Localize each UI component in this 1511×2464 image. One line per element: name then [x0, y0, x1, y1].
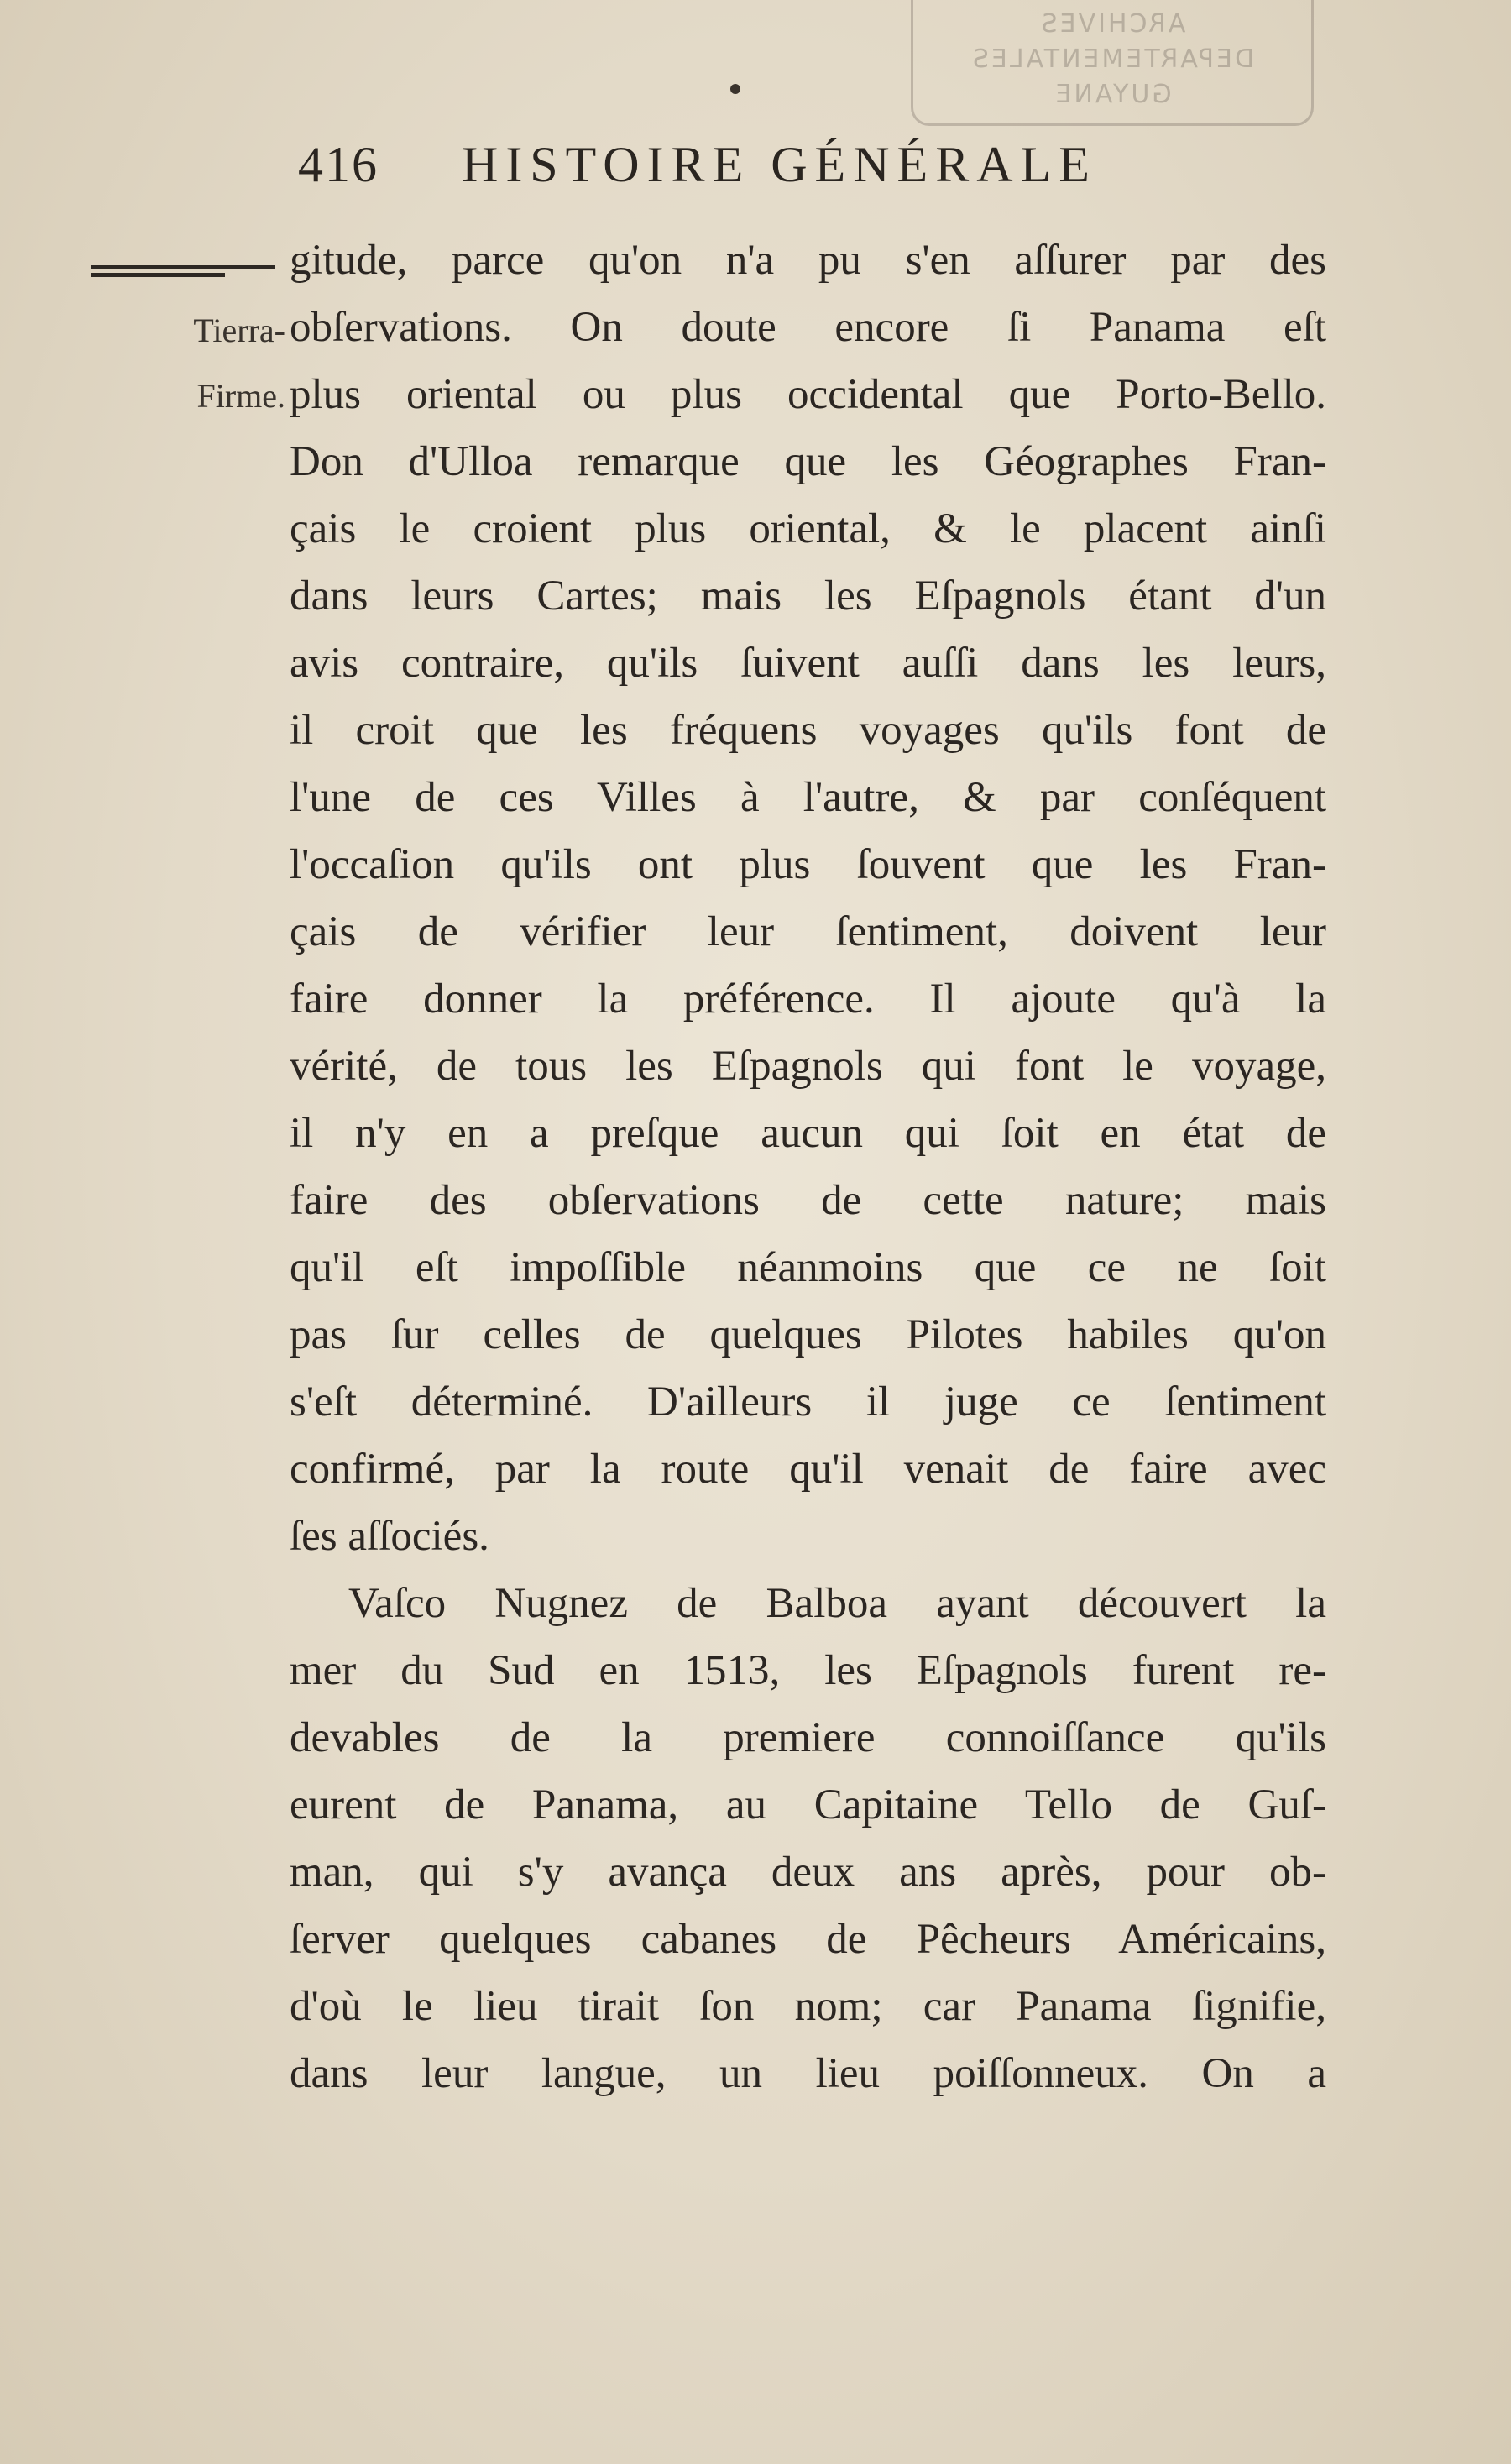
text-line: confirmé, par la route qu'il venait de faire avec: [290, 1446, 1326, 1493]
text-line: obſervations. On doute encore ſi Panama eſt: [290, 304, 1326, 351]
text-line: devables de la premiere connoiſſance qu'ils: [290, 1714, 1326, 1761]
text-line: Don d'Ulloa remarque que les Géographes Fran-: [290, 438, 1326, 485]
text-line: man, qui s'y avança deux ans après, pour ob-: [290, 1849, 1326, 1896]
text-line: çais de vérifier leur ſentiment, doivent leur: [290, 908, 1326, 955]
text-line: il n'y en a preſque aucun qui ſoit en état de: [290, 1110, 1326, 1157]
text-line: plus oriental ou plus occidental que Porto-Bello.: [290, 371, 1326, 418]
text-line: mer du Sud en 1513, les Eſpagnols furent re-: [290, 1647, 1326, 1694]
page-header: [298, 136, 1213, 203]
text-line: Vaſco Nugnez de Balboa ayant découvert la: [348, 1580, 1326, 1627]
text-line: faire des obſervations de cette nature; mais: [290, 1177, 1326, 1224]
text-line: il croit que les fréquens voyages qu'ils font de: [290, 707, 1326, 754]
stamp-line: GUYANE: [1053, 80, 1172, 109]
text-line: vérité, de tous les Eſpagnols qui font le voyage,: [290, 1043, 1326, 1090]
margin-note: [134, 298, 285, 429]
ink-dot: [730, 84, 740, 94]
text-line: gitude, parce qu'on n'a pu s'en aſſurer par des: [290, 237, 1326, 284]
text-line: l'occaſion qu'ils ont plus ſouvent que les Fran-: [290, 841, 1326, 888]
text-line: faire donner la préférence. Il ajoute qu'à la: [290, 976, 1326, 1023]
text-line: çais le croient plus oriental, & le placent ainſi: [290, 505, 1326, 552]
body-text: [290, 227, 1326, 2107]
margin-rule-mark: [91, 264, 275, 282]
margin-note-line: Tierra-: [193, 311, 285, 349]
text-line: dans leurs Cartes; mais les Eſpagnols étant d'un: [290, 573, 1326, 620]
stamp-line: DEPARTEMENTALES: [970, 44, 1255, 74]
text-line: l'une de ces Villes à l'autre, & par conſéquent: [290, 774, 1326, 821]
text-line: dans leur langue, un lieu poiſſonneux. On a: [290, 2050, 1326, 2097]
text-line: ſes aſſociés.: [290, 1513, 489, 1560]
running-title: HISTOIRE GÉNÉRALE: [462, 137, 1097, 192]
text-line: avis contraire, qu'ils ſuivent auſſi dans les leurs,: [290, 640, 1326, 687]
archive-stamp: [911, 0, 1314, 126]
text-line: ſerver quelques cabanes de Pêcheurs Américains,: [290, 1916, 1326, 1963]
text-line: pas ſur celles de quelques Pilotes habiles qu'on: [290, 1311, 1326, 1358]
text-line: qu'il eſt impoſſible néanmoins que ce ne ſoit: [290, 1244, 1326, 1291]
margin-note-line: Firme.: [196, 377, 285, 415]
text-line: eurent de Panama, au Capitaine Tello de Guſ-: [290, 1781, 1326, 1828]
text-line: d'où le lieu tirait ſon nom; car Panama ſignifie,: [290, 1983, 1326, 2030]
page-number: 416: [298, 137, 379, 192]
stamp-line: ARCHIVES: [1038, 9, 1186, 39]
text-line: s'eſt déterminé. D'ailleurs il juge ce ſentiment: [290, 1378, 1326, 1426]
